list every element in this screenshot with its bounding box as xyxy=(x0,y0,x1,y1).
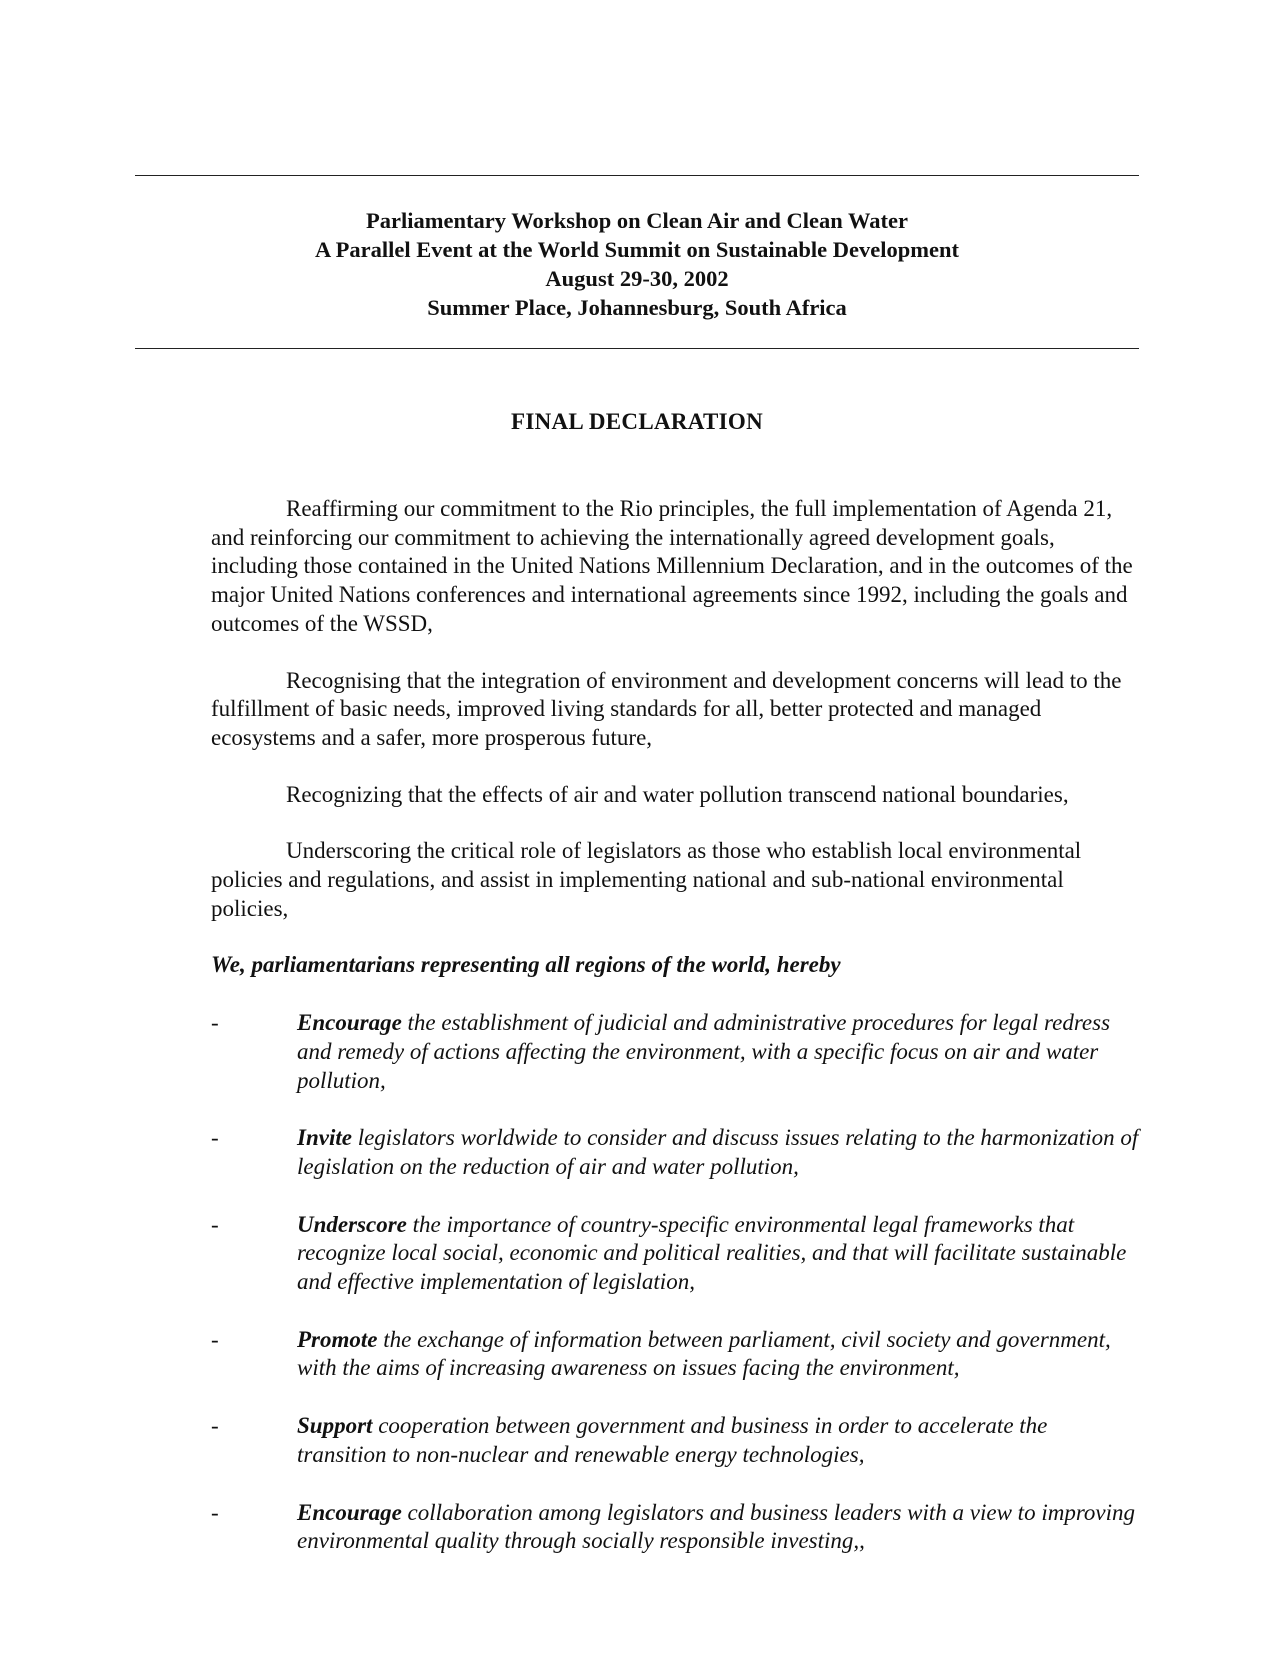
declaration-item xyxy=(211,1211,1141,1297)
header-bottom-rule xyxy=(135,348,1139,349)
item-text: legislators worldwide to consider and discuss issues relating to the harmonization of legislation on the reduction of air and water pollution, xyxy=(297,1125,1139,1179)
header-line-parallel-event: A Parallel Event at the World Summit on Sustainable Development xyxy=(315,237,959,262)
item-dash: - xyxy=(211,1010,219,1036)
item-verb: Encourage xyxy=(297,1010,402,1036)
header-line-location: Summer Place, Johannesburg, South Africa xyxy=(427,295,847,320)
item-text: the importance of country-specific environmental legal frameworks that recognize local social, economic and political realities, and that will facilitate sustainable and effective implementation of legislation, xyxy=(297,1211,1127,1295)
declaration-item xyxy=(211,1412,1141,1469)
item-verb: Underscore xyxy=(297,1211,407,1237)
declaration-item xyxy=(211,1124,1141,1181)
preamble-paragraph: Underscoring the critical role of legislators as those who establish local environmental policies and regulations, and assist in implementing national and sub-national environmental policies, xyxy=(211,838,1082,921)
event-header xyxy=(135,206,1139,322)
item-dash: - xyxy=(211,1499,219,1525)
header-top-rule xyxy=(135,175,1139,176)
declaration-item xyxy=(211,1009,1141,1095)
preamble-paragraph: Reaffirming our commitment to the Rio principles, the full implementation of Agenda 21, and reinforcing our commitment to achieving the internationally agreed development goals, including those contained in the United Nations Millennium Declaration, and in the outcomes of the major United Nations conferences and international agreements since 1992, including the goals and outcomes of the WSSD, xyxy=(211,496,1133,636)
item-text: the exchange of information between parliament, civil society and government, with the aims of increasing awareness on issues facing the environment, xyxy=(297,1326,1111,1381)
item-verb: Encourage xyxy=(297,1499,402,1525)
item-text: cooperation between government and business in order to accelerate the transition to non-nuclear and renewable energy technologies, xyxy=(297,1413,1048,1467)
declaration-item xyxy=(211,1499,1141,1556)
document-title: FINAL DECLARATION xyxy=(511,409,763,434)
item-dash: - xyxy=(211,1125,219,1151)
item-dash: - xyxy=(211,1326,219,1352)
item-text: the establishment of judicial and administrative procedures for legal redress and remedy of actions affecting the environment, with a specific focus on air and water pollution, xyxy=(297,1010,1111,1093)
preamble-paragraph: Recognising that the integration of environment and development concerns will lead to the fulfillment of basic needs, improved living standards for all, better protected and managed ecosystems and a safer, more prosperous future, xyxy=(211,667,1122,750)
item-text: collaboration among legislators and business leaders with a view to improving environmental quality through socially responsible investing,, xyxy=(297,1499,1136,1554)
declaration-item xyxy=(211,1326,1141,1383)
item-verb: Promote xyxy=(297,1326,378,1352)
item-verb: Support xyxy=(297,1413,373,1439)
item-dash: - xyxy=(211,1413,219,1439)
header-line-event-name: Parliamentary Workshop on Clean Air and Clean Water xyxy=(366,208,908,233)
preamble-paragraph: Recognizing that the effects of air and water pollution transcend national boundaries, xyxy=(286,781,1069,807)
declaration-body xyxy=(211,495,1141,1585)
item-verb: Invite xyxy=(297,1125,352,1151)
item-dash: - xyxy=(211,1211,219,1237)
operative-lead-in: We, parliamentarians representing all regions of the world, hereby xyxy=(211,952,841,978)
header-line-dates: August 29-30, 2002 xyxy=(545,266,729,291)
